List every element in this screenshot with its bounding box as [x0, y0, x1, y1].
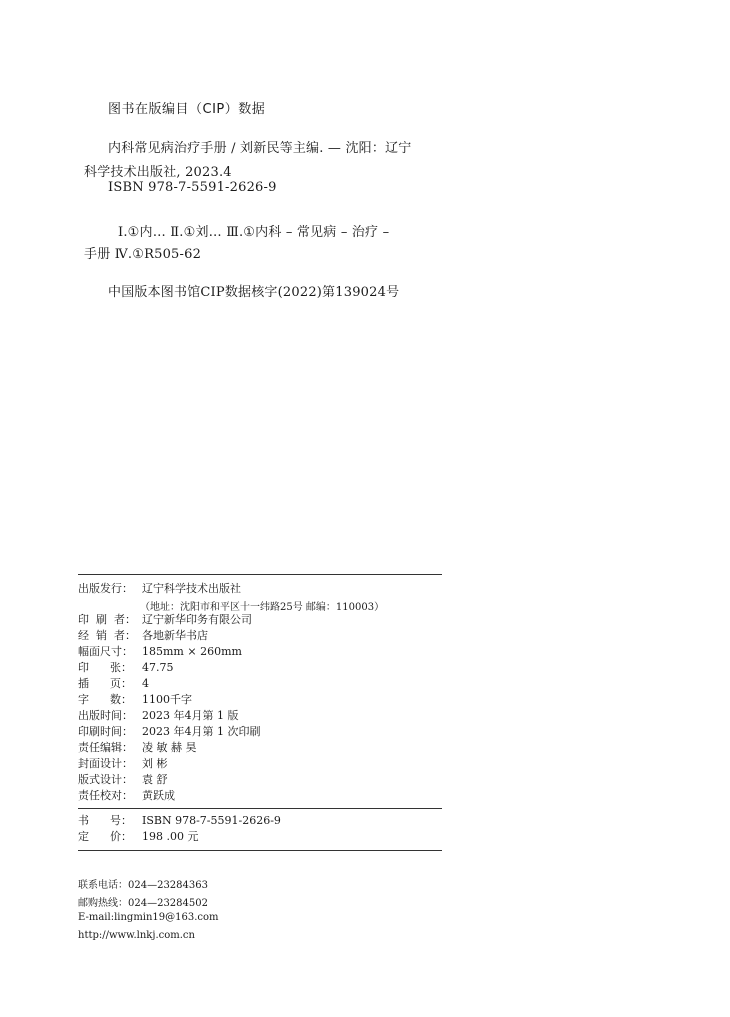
info-value: 4 [142, 677, 149, 690]
info-row-editors [78, 740, 197, 756]
cip-catalog-line-1: 内科常见病治疗手册 / 刘新民等主编. — 沈阳：辽宁 [108, 141, 412, 156]
middle-divider [78, 808, 442, 809]
info-value: 刘 彬 [142, 757, 168, 770]
info-value: 2023 年4月第 1 版 [142, 709, 239, 722]
info-value: 47.75 [142, 661, 174, 674]
info-row-printer [78, 612, 252, 628]
publisher-address: （地址：沈阳市和平区十一纬路25号 邮编：110003） [140, 602, 385, 613]
info-row-publisher [78, 581, 241, 597]
info-label: 出版时间： [78, 709, 133, 722]
cip-classification-line-2: 手册 Ⅳ.①R505-62 [84, 247, 202, 262]
info-label: 责任校对： [78, 789, 133, 802]
info-label: 出版发行： [78, 582, 133, 595]
info-row-cover-design [78, 756, 168, 772]
info-label: 插 页： [78, 677, 132, 690]
price: 198 .00 元 [142, 830, 199, 843]
cip-isbn: ISBN 978-7-5591-2626-9 [108, 180, 277, 195]
info-label: 定 价： [78, 830, 132, 843]
contact-mail-order: 邮购热线：024—23284502 [78, 898, 208, 909]
cip-catalog-line-2: 科学技术出版社, 2023.4 [84, 165, 232, 180]
info-value: 凌 敏 赫 昊 [142, 741, 197, 754]
info-row-book-number [78, 813, 281, 829]
info-row-proofreader [78, 788, 175, 804]
info-row-sheets [78, 660, 174, 676]
info-value: 2023 年4月第 1 次印刷 [142, 725, 261, 738]
info-value: 1100千字 [142, 693, 192, 706]
info-row-format [78, 644, 242, 660]
book-number: ISBN 978-7-5591-2626-9 [142, 814, 281, 827]
contact-phone: 联系电话：024—23284363 [78, 880, 208, 891]
info-label: 印 张： [78, 661, 132, 674]
info-label: 版式设计： [78, 773, 133, 786]
info-row-word-count [78, 692, 192, 708]
info-value: 辽宁科学技术出版社 [142, 582, 241, 595]
cip-classification-line-1: Ⅰ.①内… Ⅱ.①刘… Ⅲ.①内科 – 常见病 – 治疗 – [118, 225, 390, 240]
contact-website[interactable]: http://www.lnkj.com.cn [78, 930, 195, 941]
info-label: 封面设计： [78, 757, 133, 770]
cip-number: 中国版本图书馆CIP数据核字(2022)第139024号 [108, 285, 400, 300]
info-label: 幅面尺寸： [78, 645, 133, 658]
info-value: 袁 舒 [142, 773, 168, 786]
info-value: 黄跃成 [142, 789, 175, 802]
info-row-price [78, 829, 198, 845]
info-value: 185mm × 260mm [142, 645, 242, 658]
info-value: 辽宁新华印务有限公司 [142, 613, 252, 626]
info-row-distributor [78, 628, 208, 644]
bottom-divider [78, 850, 442, 851]
info-label: 经 销 者： [78, 629, 136, 642]
info-row-layout-design [78, 772, 168, 788]
info-row-print-date [78, 724, 260, 740]
info-label: 责任编辑： [78, 741, 133, 754]
contact-email[interactable]: E-mail:lingmin19@163.com [78, 912, 219, 923]
info-row-publish-date [78, 708, 238, 724]
info-label: 书 号： [78, 814, 132, 827]
info-label: 字 数： [78, 693, 132, 706]
top-divider [78, 574, 442, 575]
info-row-inserts [78, 676, 149, 692]
info-value: 各地新华书店 [142, 629, 208, 642]
cip-title: 图书在版编目（CIP）数据 [108, 102, 266, 117]
info-label: 印刷时间： [78, 725, 133, 738]
info-label: 印 刷 者： [78, 613, 136, 626]
